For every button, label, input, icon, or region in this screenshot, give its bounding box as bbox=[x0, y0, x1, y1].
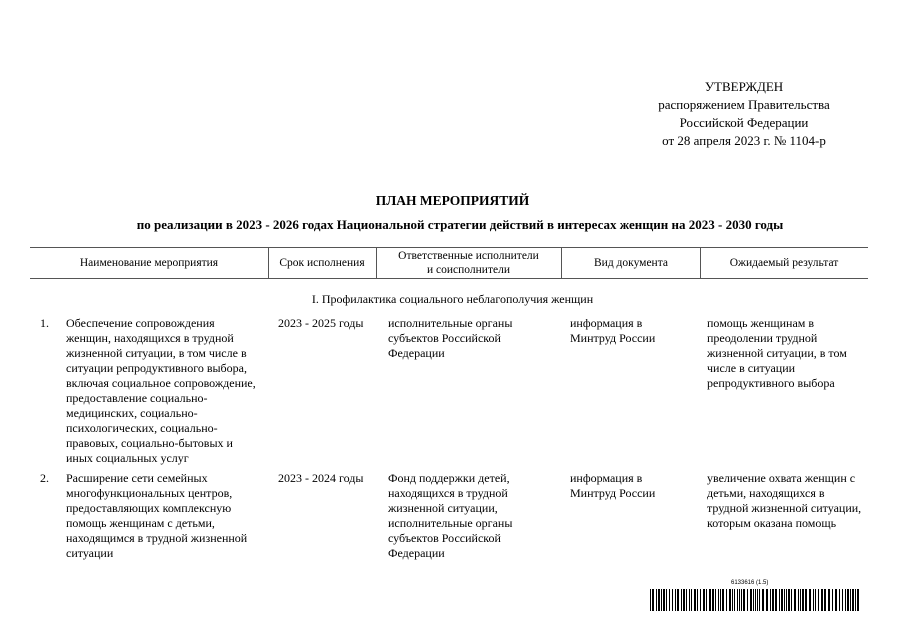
approval-by: распоряжением Правительства bbox=[658, 97, 830, 112]
header-name: Наименование мероприятия bbox=[30, 248, 269, 278]
row-term: 2023 - 2025 годы bbox=[278, 316, 364, 330]
row-executors: Фонд поддержки детей, находящихся в трудной жизненной ситуации, исполнительные органы субъектов Российской Федерации bbox=[388, 471, 513, 560]
row-result: помощь женщинам в преодолении трудной жизненной ситуации, в том числе в ситуации репродуктивного выбора bbox=[707, 316, 847, 390]
approval-block bbox=[629, 78, 859, 150]
approval-org: Российской Федерации bbox=[679, 115, 809, 130]
header-doc-type: Вид документа bbox=[562, 248, 701, 278]
header-result: Ожидаемый результат bbox=[729, 257, 839, 269]
document-subtitle: по реализации в 2023 - 2026 годах Национальной стратегии действий в интересах женщин на 2023 - 2030 годы bbox=[136, 217, 784, 232]
approval-heading: УТВЕРЖДЕН bbox=[704, 79, 784, 94]
barcode-icon bbox=[650, 589, 862, 611]
row-executors: исполнительные органы субъектов Российской Федерации bbox=[388, 316, 513, 360]
row-number: 2. bbox=[40, 471, 49, 485]
row-number: 1. bbox=[40, 316, 49, 330]
section-heading: I. Профилактика социального неблагополучия женщин bbox=[311, 292, 594, 306]
row-name: Расширение сети семейных многофункциональных центров, предоставляющих комплексную помощь женщинам с детьми, находящимся в трудной жизненной ситуации bbox=[66, 471, 248, 560]
row-doc-type: информация в Минтруд России bbox=[570, 471, 656, 500]
row-doc-type: информация в Минтруд России bbox=[570, 316, 656, 345]
approval-date: от 28 апреля 2023 г. № 1104-р bbox=[662, 133, 826, 148]
row-result: увеличение охвата женщин с детьми, находящихся в трудной жизненной ситуации, которым оказана помощь bbox=[707, 471, 862, 530]
header-executors: Ответственные исполнители и соисполнители bbox=[376, 248, 562, 278]
row-name: Обеспечение сопровождения женщин, находящихся в трудной жизненной ситуации, в том числе в ситуации репродуктивного выбора, включая социальное сопровождение, предоставление социально-медицинских, социально-психологических, социально-правовых, социально-бытовых и иных социальных услуг bbox=[66, 316, 256, 465]
header-term: Срок исполнения bbox=[268, 248, 377, 278]
document-title: ПЛАН МЕРОПРИЯТИЙ bbox=[375, 193, 530, 208]
barcode-number: 6133616 (1.5) bbox=[731, 580, 769, 586]
table-header-rule bbox=[30, 278, 868, 279]
row-term: 2023 - 2024 годы bbox=[278, 471, 364, 485]
table-header bbox=[30, 248, 868, 278]
